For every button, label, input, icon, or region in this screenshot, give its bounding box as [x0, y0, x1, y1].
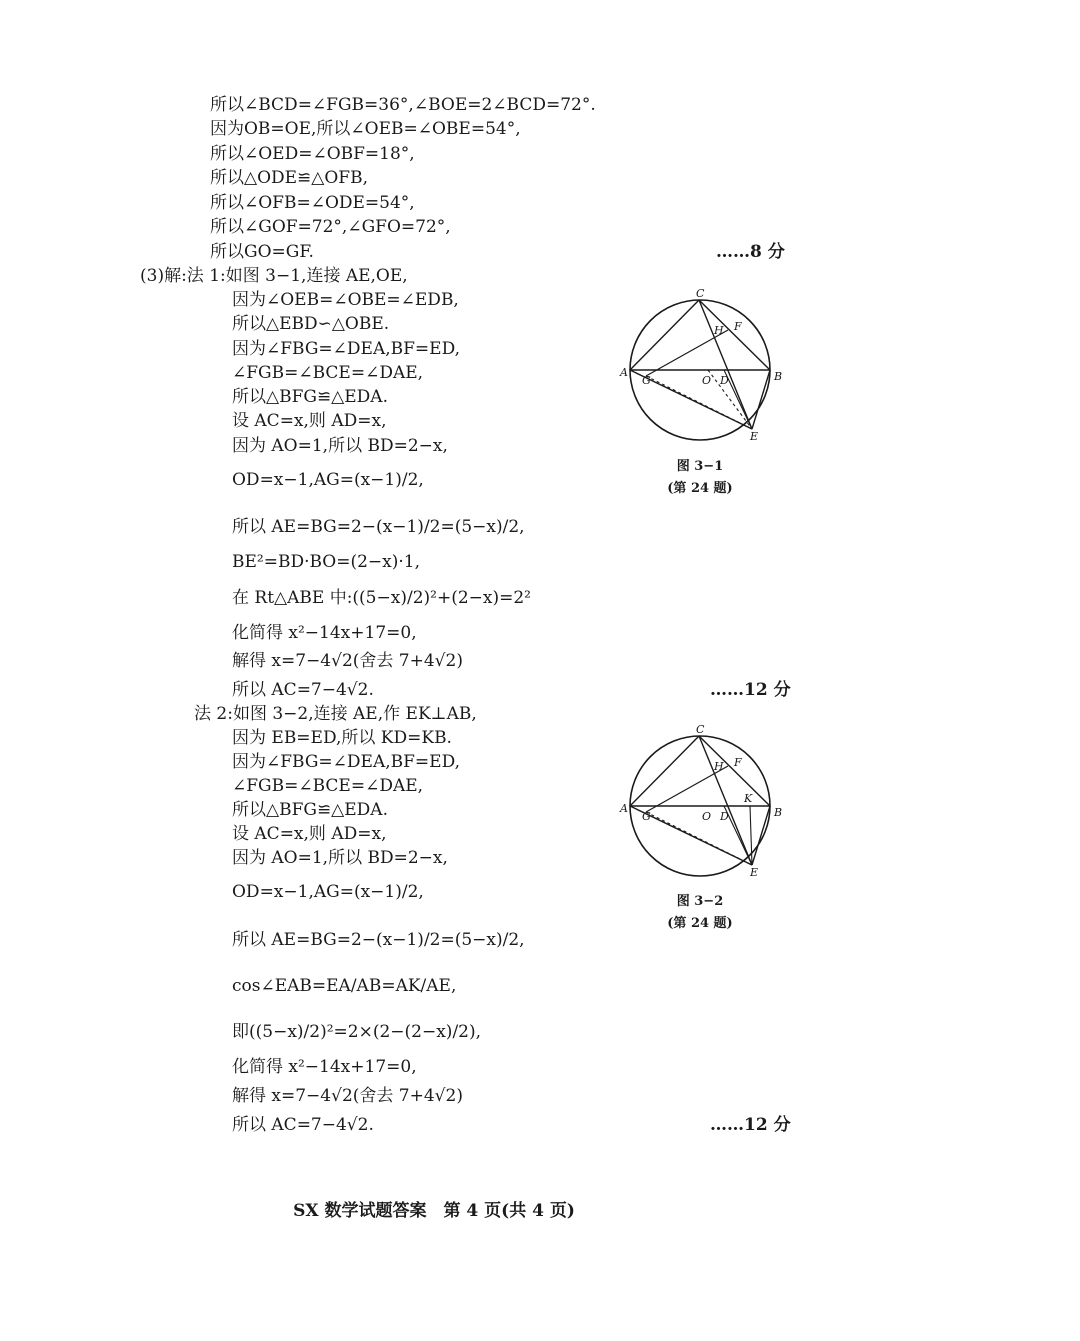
point-label: C — [696, 287, 705, 300]
text-line: OD=x−1,AG=(x−1)/2, — [232, 882, 424, 902]
point-label: E — [750, 866, 759, 879]
point-label: E — [750, 430, 759, 443]
text-line: ∠FGB=∠BCE=∠DAE, — [232, 363, 424, 383]
figure-subcaption: (第 24 题) — [667, 481, 733, 496]
text-line: 因为 AO=1,所以 BD=2−x, — [232, 436, 448, 456]
text-line: 因为∠OEB=∠OBE=∠EDB, — [232, 290, 459, 310]
text-line: 解得 x=7−4√2(舍去 7+4√2) — [232, 651, 463, 671]
point-label: D — [720, 374, 729, 387]
figure-caption: 图 3−1 — [676, 459, 724, 474]
text-line: 解得 x=7−4√2(舍去 7+4√2) — [232, 1086, 463, 1106]
text-line: 所以∠OFB=∠ODE=54°, — [210, 193, 415, 213]
text-line: 化简得 x²−14x+17=0, — [232, 623, 417, 643]
point-label: K — [744, 792, 753, 805]
figure-3-1-diagram — [612, 284, 792, 454]
text-line: 所以 AC=7−4√2. — [232, 1115, 374, 1135]
point-label: A — [620, 366, 628, 379]
text-line: ∠FGB=∠BCE=∠DAE, — [232, 776, 424, 796]
point-label: O — [702, 374, 712, 387]
figure-3-2-diagram — [612, 720, 792, 890]
text-line: 在 Rt△ABE 中:((5−x)/2)²+(2−x)=2² — [232, 588, 531, 608]
text-line: 因为OB=OE,所以∠OEB=∠OBE=54°, — [210, 119, 521, 139]
point-label: B — [774, 370, 783, 383]
point-label: F — [734, 320, 742, 333]
text-line: 因为∠FBG=∠DEA,BF=ED, — [232, 752, 461, 772]
score-mark: ……8 分 — [716, 242, 785, 262]
text-line: 因为∠FBG=∠DEA,BF=ED, — [232, 339, 461, 359]
text-line: 即((5−x)/2)²=2×(2−(2−x)/2), — [232, 1022, 482, 1042]
text-line: 所以∠OED=∠OBF=18°, — [210, 144, 415, 164]
text-line: 所以∠GOF=72°,∠GFO=72°, — [210, 217, 451, 237]
text-line: 所以 AE=BG=2−(x−1)/2=(5−x)/2, — [232, 517, 525, 537]
point-label: D — [720, 810, 729, 823]
text-line: 所以△EBD∽△OBE. — [232, 314, 390, 334]
point-label: O — [702, 810, 712, 823]
score-mark: ……12 分 — [710, 680, 791, 700]
page-footer: SX 数学试题答案 第 4 页(共 4 页) — [293, 1201, 575, 1221]
text-line: OD=x−1,AG=(x−1)/2, — [232, 470, 424, 490]
text-line: cos∠EAB=EA/AB=AK/AE, — [232, 976, 457, 996]
score-mark: ……12 分 — [710, 1115, 791, 1135]
figure-subcaption: (第 24 题) — [667, 916, 733, 931]
text-line: 所以△BFG≌△EDA. — [232, 387, 388, 407]
point-label: B — [774, 806, 783, 819]
figure-caption: 图 3−2 — [676, 894, 724, 909]
text-line: 所以 AC=7−4√2. — [232, 680, 374, 700]
text-line: BE²=BD·BO=(2−x)·1, — [232, 552, 421, 572]
text-line: 所以△ODE≌△OFB, — [210, 168, 368, 188]
point-label: H — [714, 324, 724, 337]
point-label: G — [642, 810, 651, 823]
text-line: 设 AC=x,则 AD=x, — [232, 411, 387, 431]
text-line: 所以△BFG≌△EDA. — [232, 800, 388, 820]
text-line: 因为 AO=1,所以 BD=2−x, — [232, 848, 448, 868]
text-line: 化简得 x²−14x+17=0, — [232, 1057, 417, 1077]
text-line: 因为 EB=ED,所以 KD=KB. — [232, 728, 452, 748]
point-label: H — [714, 760, 724, 773]
point-label: A — [620, 802, 628, 815]
point-label: F — [734, 756, 742, 769]
method2-heading: 法 2:如图 3−2,连接 AE,作 EK⊥AB, — [194, 704, 477, 724]
method1-heading: (3)解:法 1:如图 3−1,连接 AE,OE, — [140, 266, 408, 286]
text-line: 所以 AE=BG=2−(x−1)/2=(5−x)/2, — [232, 930, 525, 950]
text-line: 设 AC=x,则 AD=x, — [232, 824, 387, 844]
text-line: 所以∠BCD=∠FGB=36°,∠BOE=2∠BCD=72°. — [210, 95, 596, 115]
point-label: G — [642, 374, 651, 387]
text-line: 所以GO=GF. — [210, 242, 314, 262]
point-label: C — [696, 723, 705, 736]
